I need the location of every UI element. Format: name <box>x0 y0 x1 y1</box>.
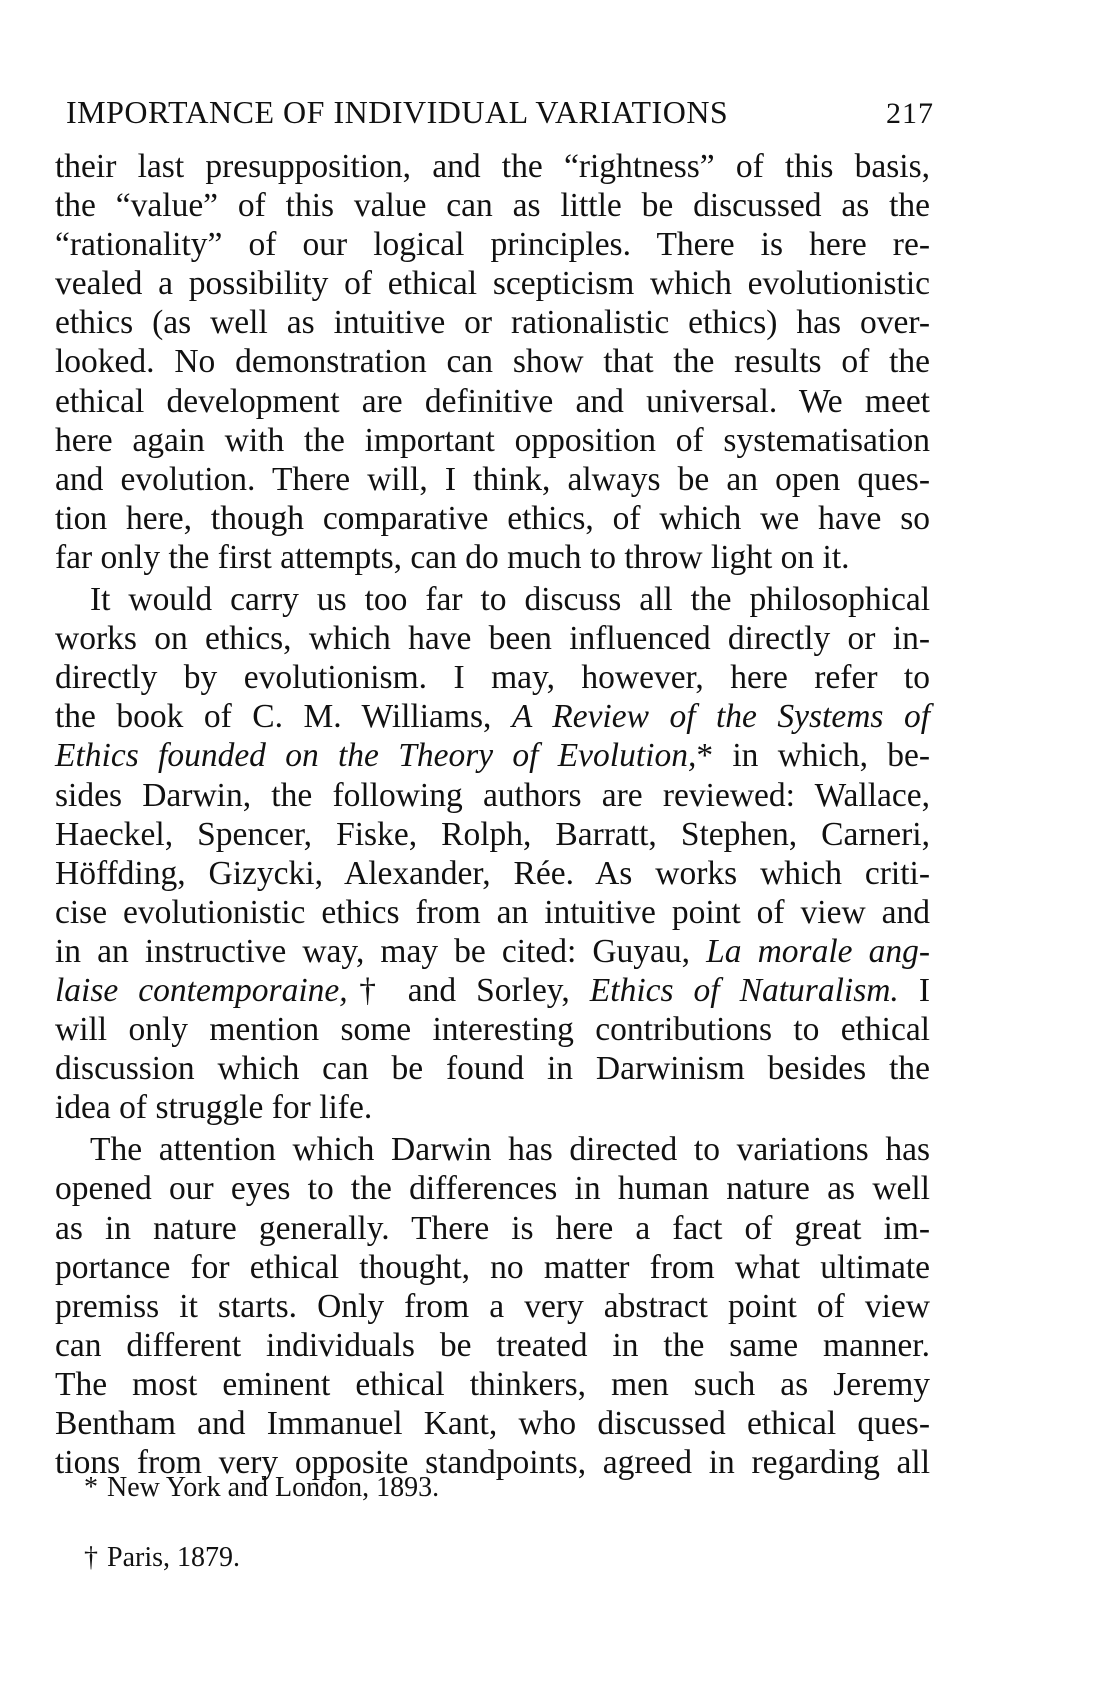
footnote-mark: * <box>84 1472 98 1503</box>
text-line: looked. No demonstration can show that the results of the <box>55 343 930 381</box>
paragraph <box>55 580 930 1127</box>
text-line: here again with the important opposition of systematisation <box>55 421 930 459</box>
text-line: can different individuals be treated in the same manner. <box>55 1326 930 1364</box>
text-line: opened our eyes to the differences in human nature as well <box>55 1170 930 1208</box>
text-line: the book of C. M. Williams, A Review of the Systems of <box>55 698 931 736</box>
text-line: It would carry us too far to discuss all the philosophical <box>90 581 930 619</box>
text-line: Höffding, Gizycki, Alexander, Rée. As works which criti- <box>55 854 930 892</box>
text-line: discussion which can be found in Darwinism besides the <box>55 1050 930 1088</box>
footnote-text: Paris, 1879. <box>107 1542 240 1573</box>
text-line: their last presupposition, and the “rightness” of this basis, <box>55 148 930 185</box>
paragraph <box>55 1130 930 1482</box>
text-line: in an instructive way, may be cited: Guyau, La morale ang- <box>55 932 930 970</box>
paragraph <box>55 147 930 577</box>
text-line: directly by evolutionism. I may, however, here refer to <box>55 659 930 697</box>
text-line: vealed a possibility of ethical scepticism which evolutionistic <box>55 265 930 303</box>
body-text <box>55 147 930 1482</box>
text-line: far only the first attempts, can do much to throw light on it. <box>55 538 850 576</box>
page-number: 217 <box>886 97 934 130</box>
footnote-mark: † <box>84 1542 98 1573</box>
text-line: will only mention some interesting contributions to ethical <box>55 1011 930 1049</box>
text-line: cise evolutionistic ethics from an intuitive point of view and <box>55 893 930 931</box>
text-line: sides Darwin, the following authors are reviewed: Wallace, <box>55 776 930 814</box>
footnote <box>84 1468 439 1508</box>
text-line: The most eminent ethical thinkers, men such as Jeremy <box>55 1365 930 1403</box>
text-line: laise contemporaine,† and Sorley, Ethics of Naturalism. I <box>55 971 930 1009</box>
text-line: “rationality” of our logical principles. There is here re- <box>55 226 930 264</box>
text-line: Haeckel, Spencer, Fiske, Rolph, Barratt, Stephen, Carneri, <box>55 815 930 853</box>
footnote-text: New York and London, 1893. <box>107 1472 440 1503</box>
text-line: and evolution. There will, I think, always be an open ques- <box>55 460 930 498</box>
text-line: premiss it starts. Only from a very abstract point of view <box>55 1287 930 1325</box>
text-line: ethics (as well as intuitive or rationalistic ethics) has over- <box>55 304 930 342</box>
text-line: works on ethics, which have been influenced directly or in- <box>55 620 930 658</box>
text-line: as in nature generally. There is here a fact of great im- <box>55 1209 930 1247</box>
running-header <box>66 92 934 132</box>
text-line: Bentham and Immanuel Kant, who discussed ethical ques- <box>55 1405 930 1442</box>
footnote <box>84 1538 439 1578</box>
text-line: ethical development are definitive and universal. We meet <box>55 382 930 420</box>
text-line: tion here, though comparative ethics, of which we have so <box>55 499 930 537</box>
text-line: Ethics founded on the Theory of Evolution,* in which, be- <box>55 737 930 775</box>
footnotes <box>84 1468 439 1608</box>
text-line: The attention which Darwin has directed to variations has <box>90 1131 930 1169</box>
running-title: IMPORTANCE OF INDIVIDUAL VARIATIONS <box>66 94 729 130</box>
text-line: tions from very opposite standpoints, agreed in regarding all <box>55 1444 930 1482</box>
text-line: portance for ethical thought, no matter from what ultimate <box>55 1248 930 1286</box>
text-line: idea of struggle for life. <box>55 1089 373 1127</box>
text-line: the “value” of this value can as little be discussed as the <box>55 187 930 225</box>
